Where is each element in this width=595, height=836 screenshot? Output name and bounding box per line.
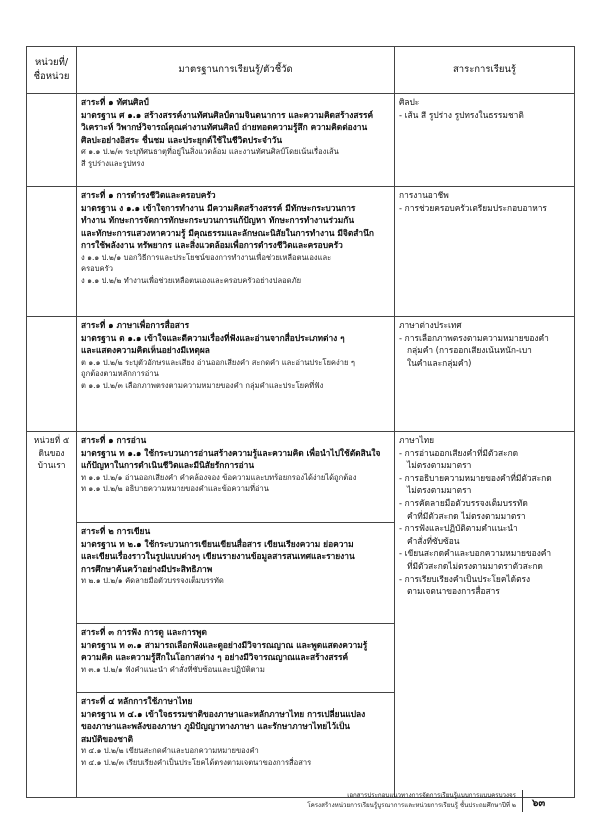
curriculum-table (26, 46, 575, 798)
right-line: - การอธิบายความหมายของคำที่มีตัวสะกด (399, 472, 552, 483)
left-line: ง ๑.๑ ป.๒/๒ ทำงานเพื่อช่วยเหลือตนเองและครอบครัวอย่างปลอดภัย (81, 275, 302, 285)
left-line: การใช้พลังงาน ทรัพยากร และสิ่งแวดล้อมเพื่อการดำรงชีวิตและครอบครัว (81, 240, 343, 251)
left-line: ท ๓.๑ ป.๒/๑ ฟังคำแนะนำ คำสั่งที่ซับซ้อนและปฏิบัติตาม (81, 664, 265, 674)
right-line: ไม่ตรงตามมาตรา (399, 460, 472, 471)
left-line: สาระที่ ๑ การอ่าน (81, 435, 147, 445)
unit-label: หน่วยที่ ๕ ดินของ บ้านเรา (33, 435, 70, 471)
content-cell (395, 187, 575, 317)
left-line: สาระที่ ๒ การเขียน (81, 526, 151, 536)
content-cell (395, 432, 575, 798)
right-line: - การช่วยครอบครัวเตรียมประกอบอาหาร (399, 202, 547, 213)
footer-line-1: เอกสารประกอบแนวทางการจัดการเรียนรู้แบบการแบบครบวงจร (347, 792, 516, 799)
header-unit: หน่วยที่/ ชื่อหน่วย (27, 47, 77, 94)
right-line: กลุ่มคำ (การออกเสียงเน้นหนัก-เบา (399, 345, 532, 356)
unit-cell (27, 432, 77, 798)
unit-cell (27, 187, 77, 317)
left-line: ถูกต้องตามหลักการอ่าน (81, 369, 159, 379)
left-line: มาตรฐาน ท ๒.๑ ใช้กระบวนการเขียนเขียนสื่อสาร เขียนเรียงความ ย่อความ (81, 538, 354, 549)
right-line: - การเรียบเรียงคำเป็นประโยคได้ตรง (399, 573, 531, 584)
header-content: สาระการเรียนรู้ (395, 47, 575, 94)
standard-cell (77, 432, 395, 523)
left-line: ของภาษาและพลังของภาษา ภูมิปัญญาทางภาษา และรักษาภาษาไทยไว้เป็น (81, 721, 351, 732)
unit-cell (27, 317, 77, 432)
page-footer (306, 791, 516, 810)
left-line: มาตรฐาน ศ ๑.๑ สร้างสรรค์งานทัศนศิลป์ตามจินตนาการ และความคิดสร้างสรรค์ (81, 109, 374, 120)
right-line: ภาษาไทย (399, 435, 435, 445)
left-line: มาตรฐาน ท ๔.๑ เข้าใจธรรมชาติของภาษาและหลักภาษาไทย การเปลี่ยนแปลง (81, 708, 366, 719)
right-line: - การเลือกภาพตรงตามความหมายของคำ (399, 332, 549, 343)
left-line: สาระที่ ๑ ภาษาเพื่อการสื่อสาร (81, 320, 190, 330)
left-line: ครอบครัว (81, 264, 113, 274)
right-line: ไม่ตรงตามมาตรา (399, 485, 472, 496)
left-line: ทำงาน ทักษะการจัดการทักษะกระบวนการแก้ปัญหา ทักษะการทำงานร่วมกัน (81, 215, 355, 226)
left-line: สี รูปร่างและรูปทรง (81, 158, 145, 168)
table-row (27, 432, 575, 523)
left-line: มาตรฐาน ง ๑.๑ เข้าใจการทำงาน มีความคิดสร้างสรรค์ มีทักษะกระบวนการ (81, 202, 356, 213)
standard-cell (77, 94, 395, 187)
left-line: ท ๒.๑ ป.๒/๑ คัดลายมือตัวบรรจงเต็มบรรทัด (81, 576, 224, 586)
left-line: สาระที่ ๔ หลักการใช้ภาษาไทย (81, 696, 193, 706)
left-line: ท ๑.๑ ป.๒/๒ อธิบายความหมายของคำและข้อความที่อ่าน (81, 484, 269, 494)
left-line: ต ๑.๑ ป.๒/๒ ระบุตัวอักษรและเสียง อ่านออกเสียงคำ สะกดคำ และอ่านประโยคง่าย ๆ (81, 357, 355, 367)
left-line: สาระที่ ๑ ทัศนศิลป์ (81, 97, 149, 107)
content-cell (395, 94, 575, 187)
standard-cell (77, 187, 395, 317)
table-row (27, 187, 575, 317)
standard-cell (77, 693, 395, 798)
standard-cell (77, 624, 395, 693)
right-line: การงานอาชีพ (399, 190, 449, 200)
left-line: การศึกษาค้นคว้าอย่างมีประสิทธิภาพ (81, 563, 213, 574)
left-line: และเขียนเรื่องราวในรูปแบบต่างๆ เขียนรายงานข้อมูลสารสนเทศและรายงาน (81, 551, 355, 562)
right-line: ที่มีตัวสะกดไม่ตรงตามมาตราตัวสะกด (399, 561, 543, 572)
footer-divider (522, 790, 523, 812)
left-line: ง ๑.๑ ป.๒/๑ บอกวิธีการและประโยชน์ของการทำงานเพื่อช่วยเหลือตนเองและ (81, 253, 332, 263)
right-line: ศิลปะ (399, 97, 420, 107)
footer-line-2: โครงสร้างหน่วยการเรียนรู้บูรณาการและหน่วยการเรียนรู้ ชั้นประถมศึกษาปีที่ ๒ (307, 801, 516, 809)
left-line: และแสดงความคิดเห็นอย่างมีเหตุผล (81, 345, 210, 356)
left-line: มาตรฐาน ท ๓.๑ สามารถเลือกฟังและดูอย่างมีวิจารณญาณ และพูดแสดงความรู้ (81, 639, 368, 650)
page-number: ๖๓ (532, 798, 546, 809)
left-line: มาตรฐาน ต ๑.๑ เข้าใจและตีความเรื่องที่ฟังและอ่านจากสื่อประเภทต่าง ๆ (81, 332, 345, 343)
table-row (27, 317, 575, 432)
right-line: ตามเจตนาของการสื่อสาร (399, 586, 500, 597)
right-line: - เขียนสะกดคำและบอกความหมายของคำ (399, 548, 552, 559)
left-line: และทักษะการแสวงหาความรู้ มีคุณธรรมและลักษณะนิสัยในการทำงาน มีจิตสำนึก (81, 227, 374, 238)
right-line: ในคำและกลุ่มคำ) (399, 357, 472, 368)
right-line: - การอ่านออกเสียงคำที่มีตัวสะกด (399, 447, 519, 458)
right-line: คำที่มีตัวสะกด ไม่ตรงตามมาตรา (399, 510, 526, 521)
standard-cell (77, 317, 395, 432)
right-line: ภาษาต่างประเทศ (399, 320, 462, 330)
right-line: - เส้น สี รูปร่าง รูปทรงในธรรมชาติ (399, 109, 524, 120)
right-line: - การฟังและปฏิบัติตามคำแนะนำ (399, 523, 518, 534)
left-line: แก้ปัญหาในการดำเนินชีวิตและมีนิสัยรักการอ่าน (81, 460, 255, 471)
content-cell (395, 317, 575, 432)
left-line: ต ๑.๑ ป.๒/๓ เลือกภาพตรงตามความหมายของคำ กลุ่มคำและประโยคที่ฟัง (81, 380, 324, 390)
unit-cell (27, 94, 77, 187)
right-line: คำสั่งที่ซับซ้อน (399, 535, 460, 546)
left-line: ศ ๑.๑ ป.๒/๓ ระบุทัศนธาตุที่อยู่ในสิ่งแวดล้อม และงานทัศนศิลป์โดยเน้นเรื่องเส้น (81, 147, 339, 157)
left-line: วิเคราะห์ วิพากษ์วิจารณ์คุณค่างานทัศนศิลป์ ถ่ายทอดความรู้สึก ความคิดต่องาน (81, 122, 368, 133)
header-standard: มาตรฐานการเรียนรู้/ตัวชี้วัด (77, 47, 395, 94)
left-line: ท ๔.๑ ป.๒/๓ เรียบเรียงคำเป็นประโยคได้ตรงตามเจตนาของการสื่อสาร (81, 757, 312, 767)
left-line: ท ๑.๑ ป.๒/๑ อ่านออกเสียงคำ คำคล้องจอง ข้อความและบทร้อยกรองได้ง่ายได้ถูกต้อง (81, 472, 357, 482)
left-line: ศิลปะอย่างอิสระ ชื่นชม และประยุกต์ใช้ในชีวิตประจำวัน (81, 134, 283, 145)
left-line: ท ๔.๑ ป.๒/๒ เขียนสะกดคำและบอกความหมายของคำ (81, 746, 259, 756)
table-header-row (27, 47, 575, 94)
right-line: - การคัดลายมือตัวบรรจงเต็มบรรทัด (399, 498, 528, 509)
left-line: มาตรฐาน ท ๑.๑ ใช้กระบวนการอ่านสร้างความรู้และความคิด เพื่อนำไปใช้ตัดสินใจ (81, 447, 381, 458)
table-row (27, 94, 575, 187)
left-line: สมบัติของชาติ (81, 733, 134, 744)
left-line: สาระที่ ๑ การดำรงชีวิตและครอบครัว (81, 190, 216, 200)
standard-cell (77, 523, 395, 624)
left-line: สาระที่ ๓ การฟัง การดู และการพูด (81, 627, 207, 637)
left-line: ความคิด และความรู้สึกในโอกาสต่าง ๆ อย่างมีวิจารณญาณและสร้างสรรค์ (81, 652, 349, 663)
